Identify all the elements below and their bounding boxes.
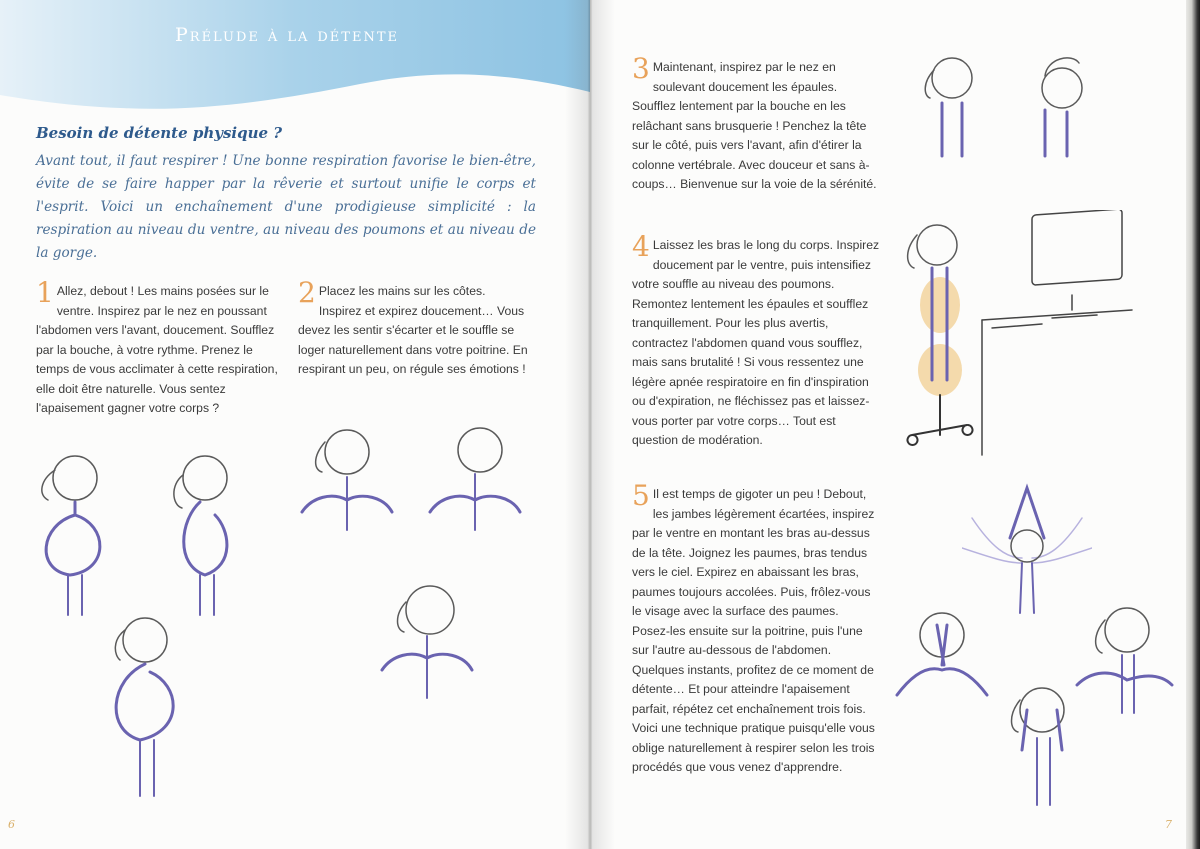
woman-shoulders-raised-illustration	[912, 48, 992, 158]
step-text: Laissez les bras le long du corps. Inspirez doucement par le ventre, puis intensifiez votre souffle au niveau des poumons. Remontez lentement les épaules et soufflez tranquillement. Pour les plus avertis, contractez l'abdomen quand vous soufflez, mais sans brutalité ! Si vous ressentez une légère apnée respiratoire en fin d'inspiration ou d'expiration, ne fléchissez pas et laissez-vous porter par votre corps… Tout est question de modération.	[632, 238, 880, 447]
step-number: 2	[298, 276, 316, 309]
woman-smiling-hands-on-ribs-illustration	[420, 412, 530, 532]
title-banner	[0, 0, 590, 130]
woman-palms-on-face-illustration	[892, 595, 992, 705]
step-text: Il est temps de gigoter un peu ! Debout, les jambes légèrement écartées, inspirez par le ventre en montant les bras au-dessus de la tête. Joignez les paumes, bras tendus vers le ciel. Expirez en abaissant les bras, paumes toujours accolées. Puis, frôlez-vous le visage avec la surface des paumes. Posez-les ensuite sur la poitrine, puis l'une sur l'autre au-dessous de l'abdomen. Quelques instants, profitez de ce moment de détente… Et pour atteindre l'apaisement parfait, répétez cet enchaînement trois fois. Voici une technique pratique puisqu'elle vous oblige naturellement à respirer selon les trois procédés que vous venez d'apprendre.	[632, 487, 875, 774]
left-page	[0, 0, 590, 849]
step-1	[36, 276, 286, 419]
woman-eyes-closed-illustration	[372, 570, 482, 700]
step-number: 3	[632, 52, 650, 85]
book-gutter	[565, 0, 615, 849]
woman-hands-on-ribs-illustration	[292, 412, 402, 532]
step-text: Maintenant, inspirez par le nez en soulevant doucement les épaules. Soufflez lentement par la bouche en les relâchant sans brusquerie ! Penchez la tête sur le côté, puis vers l'avant, afin d'étirer la colonne vertébrale. Avec douceur et sans à-coups… Bienvenue sur la voie de la sérénité.	[632, 60, 877, 191]
step-number: 5	[632, 479, 650, 512]
page-number: 6	[8, 818, 15, 831]
step-text: Allez, debout ! Les mains posées sur le ventre. Inspirez par le nez en poussant l'abdomen vers l'avant, doucement. Soufflez par la bouche, à votre rythme. Prenez le temps de vous acclimater à cette respiration, elle doit être naturelle. Vous sentez l'apaisement gagner votre corps ?	[36, 284, 278, 415]
step-5	[632, 479, 877, 778]
page-number: 7	[1165, 818, 1172, 831]
woman-hands-on-belly-illustration	[30, 440, 120, 620]
step-4	[632, 230, 882, 451]
step-number: 1	[36, 276, 54, 309]
step-2	[298, 276, 530, 380]
woman-profile-breathing-illustration	[160, 440, 250, 620]
page-title: Prélude à la détente	[175, 24, 399, 46]
step-text: Placez les mains sur les côtes. Inspirez et expirez doucement… Vous devez les sentir s'écarter et le souffle se loger naturellement dans votre poitrine. En respirant un peu, on régule ses émotions !	[298, 284, 528, 376]
page-edge	[1186, 0, 1200, 849]
woman-hands-on-abdomen-illustration	[1072, 595, 1182, 715]
woman-exhaling-illustration	[100, 600, 190, 800]
section-heading: Besoin de détente physique ?	[36, 124, 283, 142]
woman-head-tilted-illustration	[1017, 48, 1097, 158]
right-page	[592, 0, 1188, 849]
woman-at-desk-illustration	[892, 210, 1142, 470]
step-number: 4	[632, 230, 650, 263]
step-3	[632, 52, 877, 195]
intro-paragraph: Avant tout, il faut respirer ! Une bonne respiration favorise le bien-être, évite de se faire happer par la rêverie et surtout unifie le corps et l'esprit. Voici un enchaînement d'une prodigieuse simplicité : la respiration au niveau du ventre, au niveau des poumons et au niveau de la gorge.	[36, 153, 536, 261]
